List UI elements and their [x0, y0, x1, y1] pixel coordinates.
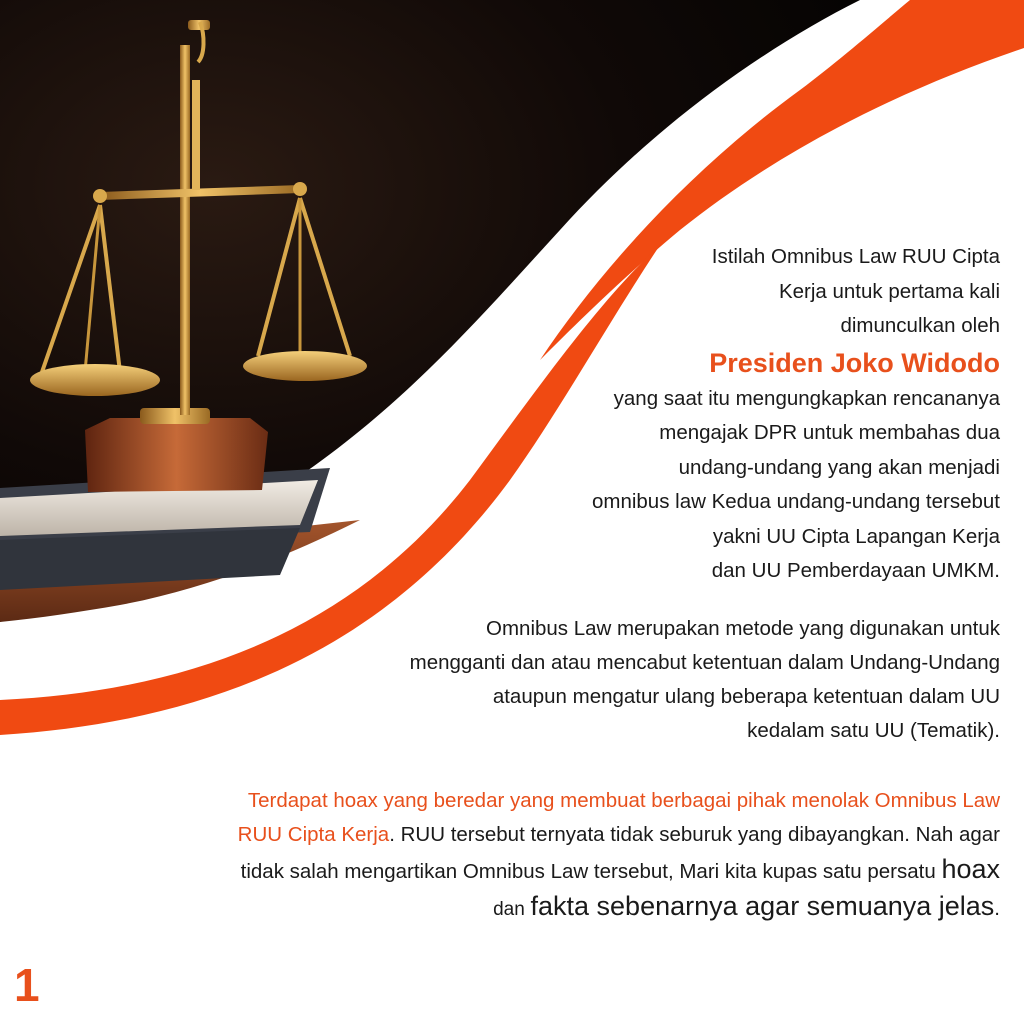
definition-paragraph [200, 612, 1000, 748]
hoax-line-text: tidak salah mengartikan Omnibus Law tersebut, Mari kita kupas satu persatu [240, 860, 936, 883]
intro-line: dimunculkan oleh [840, 314, 1000, 337]
definition-line: Omnibus Law merupakan metode yang digunakan untuk [486, 617, 1000, 640]
intro-paragraph [380, 240, 1000, 589]
closing-period: . [994, 897, 1000, 920]
closing-phrase: fakta sebenarnya agar semuanya jelas [530, 891, 995, 921]
president-name-highlight: Presiden Joko Widodo [709, 347, 1000, 378]
hoax-highlight-line: Terdapat hoax yang beredar yang membuat berbagai pihak menolak Omnibus Law [247, 789, 1000, 812]
intro-line: yakni UU Cipta Lapangan Kerja [712, 524, 1000, 548]
intro-line: Istilah Omnibus Law RUU Cipta [711, 245, 1000, 268]
hoax-line-rest: . RUU tersebut ternyata tidak seburuk yang dibayangkan. Nah agar [389, 823, 1000, 846]
hoax-word: hoax [941, 854, 1000, 884]
definition-line: ataupun mengatur ulang beberapa ketentuan dalam UU [492, 685, 1000, 708]
hoax-line [20, 889, 1000, 927]
ruu-highlight: RUU Cipta Kerja [237, 823, 390, 846]
definition-line: kedalam satu UU (Tematik). [747, 719, 1000, 742]
intro-line: undang-undang yang akan menjadi [678, 455, 1000, 479]
intro-line: yang saat itu mengungkapkan rencananya [613, 386, 1000, 410]
hoax-line [20, 818, 1000, 852]
hoax-line [20, 852, 1000, 889]
intro-line: omnibus law Kedua undang-undang tersebut [591, 490, 1000, 513]
dan-word: dan [493, 899, 525, 920]
page-number: 1 [14, 959, 40, 1011]
intro-line: Kerja untuk pertama kali [778, 279, 1000, 303]
hoax-paragraph [20, 784, 1000, 927]
intro-line: mengajak DPR untuk membahas dua [659, 421, 1000, 444]
definition-line: mengganti dan atau mencabut ketentuan dalam Undang-Undang [409, 651, 1000, 674]
intro-line: dan UU Pemberdayaan UMKM. [711, 559, 1000, 582]
